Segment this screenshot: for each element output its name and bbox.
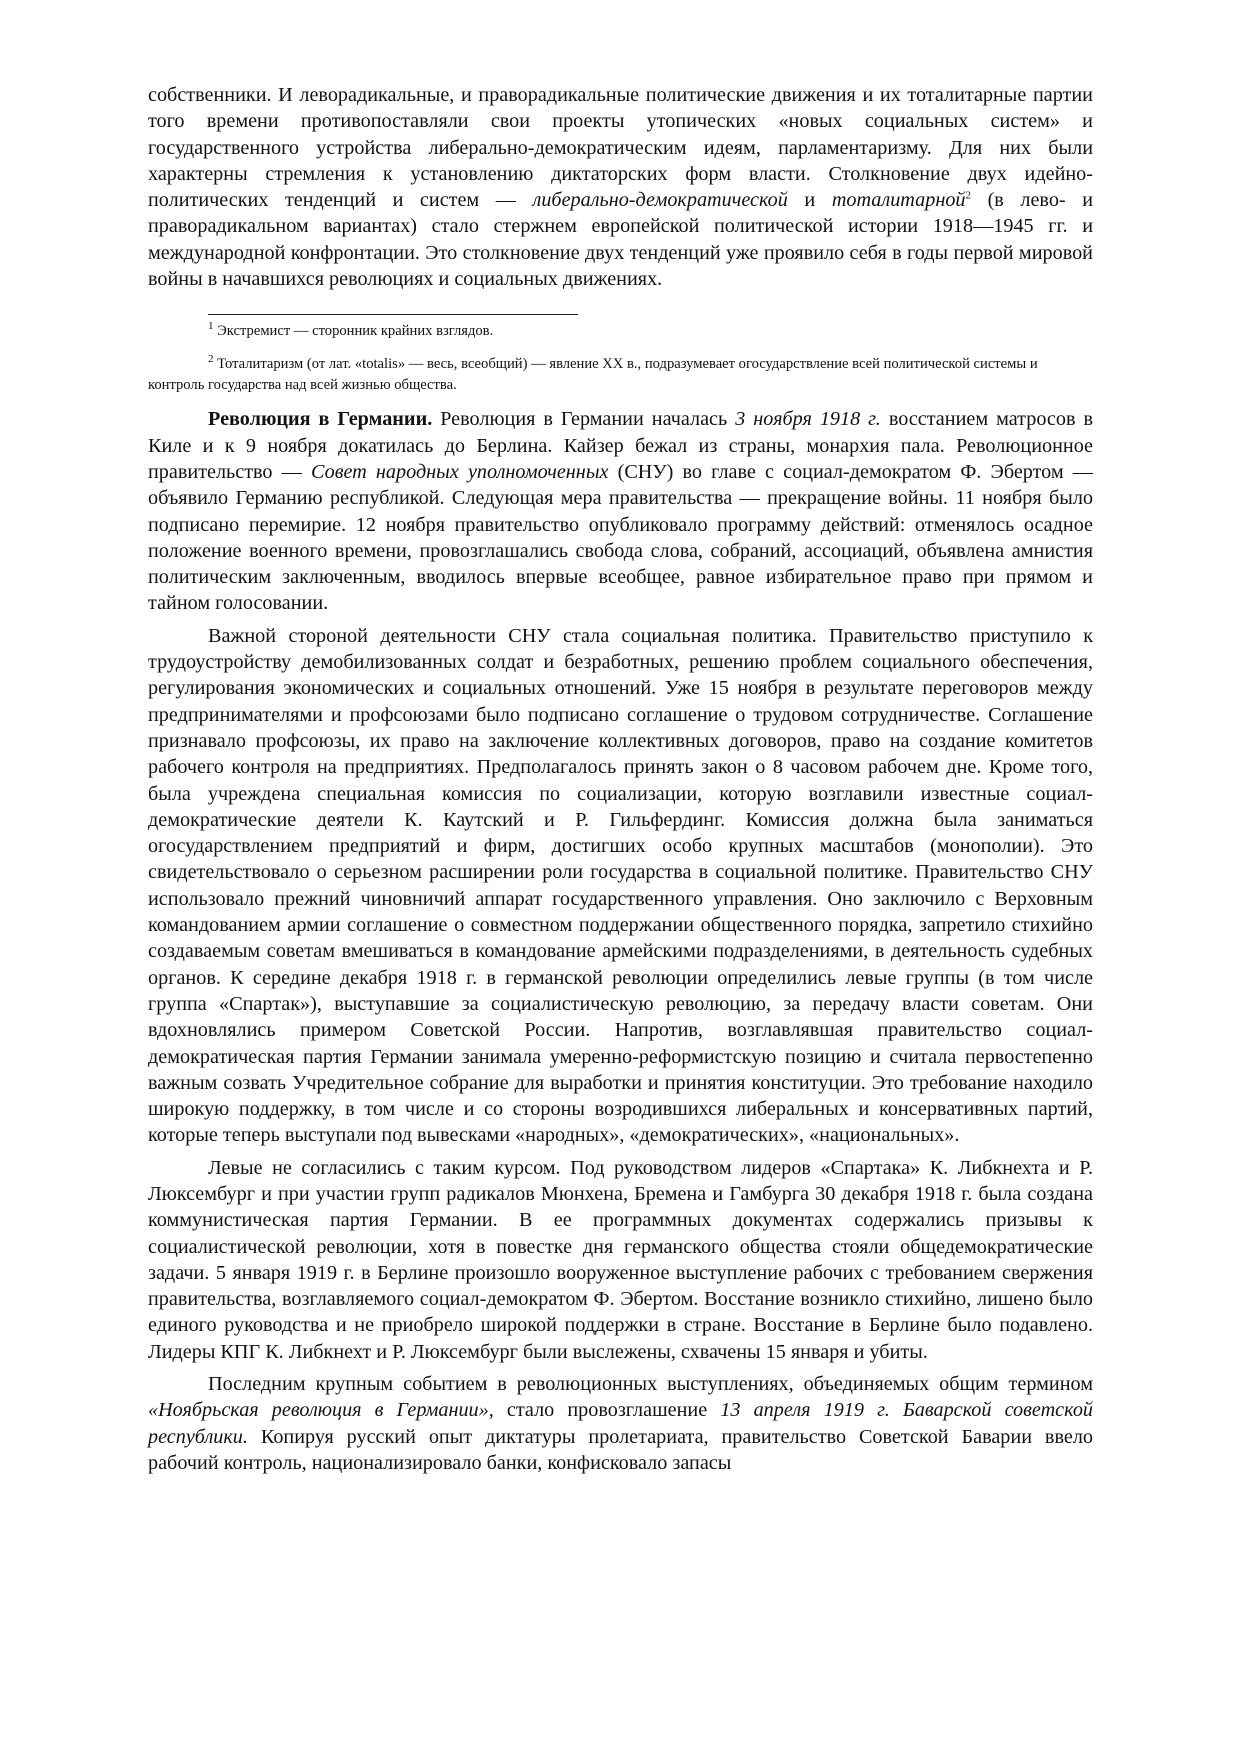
section-paragraph-2: Важной стороной деятельности СНУ стала социальная политика. Правительство приступило к трудоустройству демобилизованных солдат и безработных, решению проблем социального обеспечения, регулирования экономических и социальных отношений. Уже 15 ноября в результате переговоров между предпринимателями и профсоюзами было подписано соглашение о трудовом сотрудничестве. Соглашение признавало профсоюзы, их право на заключение коллективных договоров, право на создание комитетов рабочего контроля на предприятиях. Предполагалось принять закон о 8 часовом рабочем дне. Кроме того, была учреждена специальная комиссия по социализации, которую возглавили известные социал-демократические деятели К. Каутский и Р. Гильфердинг. Комиссия должна была заниматься огосударствлением предприятий и фирм, достигших особо крупных масштабов (монополии). Это свидетельствовало о серьезном расширении роли государства в социальной политике. Правительство СНУ использовало прежний чиновничий аппарат государственного управления. Оно заключило с Верховным командованием армии соглашение о совместном поддержании общественного порядка, запретило стихийно создаваемым советам вмешиваться в командование армейскими подразделениями, в деятельность судебных органов. К середине декабря 1918 г. в германской революции определились левые группы (в том числе группа «Спартак»), выступавшие за социалистическую революцию, за передачу власти советам. Они вдохновлялись примером Советской России. Напротив, возглавлявшая правительство социал-демократическая партия Германии занимала умеренно-реформистскую позицию и считала первостепенно важным созвать Учредительное собрание для выработки и принятия конституции. Это требование находило широкую поддержку, в том числе и со стороны возродившихся либеральных и консервативных партий, которые теперь выступали под вывесками «народных», «демократических», «национальных». xyxy=(148,624,1093,1147)
footnote-ref-2: 2 xyxy=(965,189,972,202)
intro-paragraph: собственники. И леворадикальные, и праворадикальные политические движения и их тоталитарные партии того времени противопоставляли свои проекты утопических «новых социальных систем» и государственного устройства либерально-демократическим идеям, парламентаризму. Для них были характерны стремления к установлению диктаторских форм власти. Столкновение двух идейно-политических тенденций и систем — либерально-демократической и тоталитарной$^2$ (в лево- и праворадикальном вариантах) стало стержнем европейской политической истории 1918—1945 гг. и международной конфронтации. Это столкновение двух тенденций уже проявило себя в годы первой мировой войны в начавшихся революциях и социальных движениях. xyxy=(148,84,1093,291)
section-paragraph-1: Революция в Германии. Революция в Германии началась 3 ноября 1918 г. восстанием матросов в Киле и к 9 ноября докатилась до Берлина. Кайзер бежал из страны, монархия пала. Революционное правительство — Совет народных уполномоченных (СНУ) во главе с социал-демократом Ф. Эбертом — объявило Германию республикой. Следующая мера правительства — прекращение войны. 11 ноября было подписано перемирие. 12 ноября правительство опубликовало программу действий: отменялось осадное положение военного времени, провозглашались свобода слова, собраний, ассоциаций, объявлена амнистия политическим заключенным, вводилось впервые всеобщее, равное избирательное право при прямом и тайном голосовании. xyxy=(148,408,1094,615)
section-heading: Революция в Германии. xyxy=(208,408,433,431)
document-page xyxy=(148,82,1093,1476)
footnote-2: $^2$ Тоталитаризм (от лат. «totalis» — весь, всеобщий) — явление XX в., подразумевает огосударствление всей политической системы и контроль государства над всей жизнью общества. xyxy=(148,353,1038,394)
footnote-divider xyxy=(208,314,578,315)
footnote-1: $^1$ Экстремист — сторонник крайних взглядов. xyxy=(208,320,494,340)
section-paragraph-3: Левые не согласились с таким курсом. Под руководством лидеров «Спартака» К. Либкнехта и Р. Люксембург и при участии групп радикалов Мюнхена, Бремена и Гамбурга 30 декабря 1918 г. была создана коммунистическая партия Германии. В ее программных документах содержались призывы к социалистической революции, хотя в повестке дня германского общества стояли общедемократические задачи. 5 января 1919 г. в Берлине произошло вооруженное выступление рабочих с требованием свержения правительства, возглавляемого социал-демократом Ф. Эбертом. Восстание возникло стихийно, лишено было единого руководства и не приобрело широкой поддержки в стране. Восстание в Берлине было подавлено. Лидеры КПГ К. Либкнехт и Р. Люксембург были выслежены, схвачены 15 января и убиты. xyxy=(148,1156,1093,1363)
section-paragraph-4: Последним крупным событием в революционных выступлениях, объединяемых общим термином «Ноябрьская революция в Германии», стало провозглашение 13 апреля 1919 г. Баварской советской республики. Копируя русский опыт диктатуры пролетариата, правительство Советской Баварии ввело рабочий контроль, национализировало банки, конфисковало запасы xyxy=(148,1373,1094,1474)
